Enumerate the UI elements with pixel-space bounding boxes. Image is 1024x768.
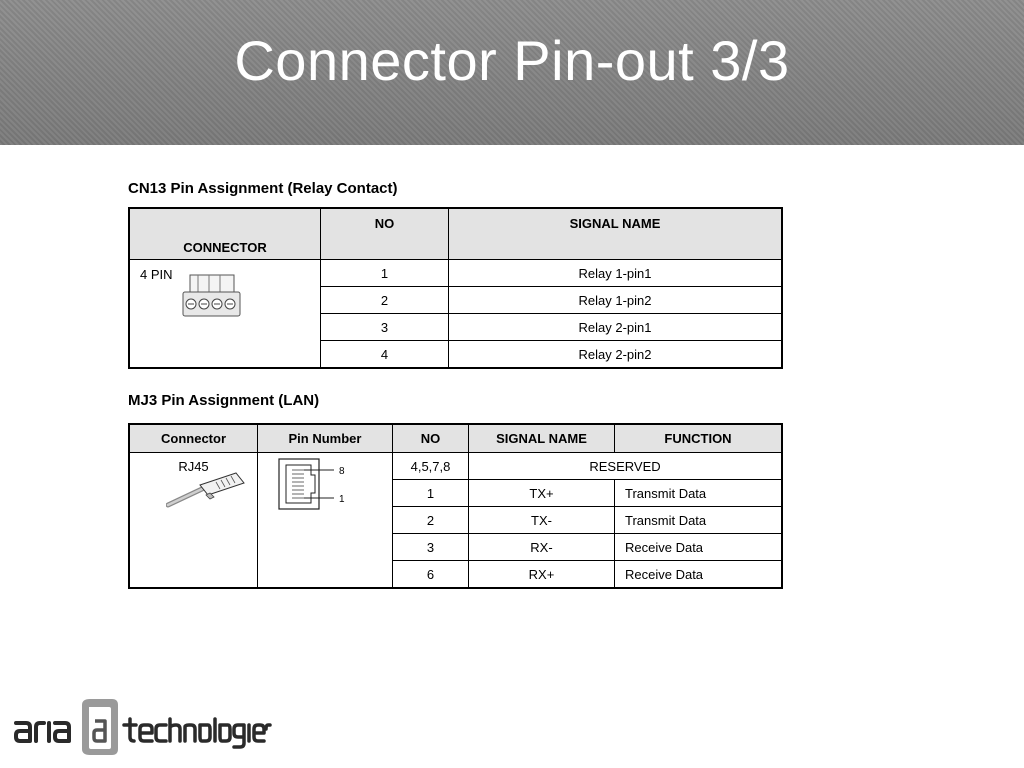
pin-8-label: 8	[339, 466, 345, 477]
connector-cell	[129, 453, 258, 589]
connector-cell	[129, 260, 321, 369]
table-header-row	[129, 208, 782, 260]
cell-signal: RX+	[469, 561, 615, 589]
connector-label: 4 PIN	[140, 267, 173, 282]
header-connector: Connector	[129, 424, 258, 453]
table-header-row	[129, 424, 782, 453]
header-no: NO	[321, 208, 449, 260]
cell-reserved: RESERVED	[469, 453, 783, 480]
table-row	[129, 260, 782, 287]
cell-function: Transmit Data	[615, 480, 783, 507]
cn13-caption: CN13 Pin Assignment (Relay Contact)	[128, 180, 398, 197]
pin-number-cell	[258, 453, 393, 589]
header-signal-name: SIGNAL NAME	[469, 424, 615, 453]
header-pin-number: Pin Number	[258, 424, 393, 453]
cell-signal: Relay 2-pin2	[449, 341, 783, 369]
cell-no: 2	[393, 507, 469, 534]
cell-no: 3	[393, 534, 469, 561]
cell-signal: RX-	[469, 534, 615, 561]
mj3-caption: MJ3 Pin Assignment (LAN)	[128, 392, 320, 409]
connector-label: RJ45	[178, 459, 209, 474]
cell-no: 4	[321, 341, 449, 369]
cn13-table	[128, 207, 783, 369]
mj3-table	[128, 423, 783, 589]
cell-function: Receive Data	[615, 561, 783, 589]
table-row	[129, 453, 782, 480]
terminal-block-icon	[182, 273, 242, 319]
header-no: NO	[393, 424, 469, 453]
header-signal-name: SIGNAL NAME	[449, 208, 783, 260]
cell-no: 4,5,7,8	[393, 453, 469, 480]
cell-signal: Relay 1-pin1	[449, 260, 783, 287]
cell-no: 3	[321, 314, 449, 341]
pin-1-label: 1	[339, 494, 345, 505]
cell-function: Transmit Data	[615, 507, 783, 534]
page-title: Connector Pin-out 3/3	[234, 29, 790, 92]
cell-function: Receive Data	[615, 534, 783, 561]
cell-no: 1	[393, 480, 469, 507]
cell-signal: Relay 1-pin2	[449, 287, 783, 314]
cell-signal: Relay 2-pin1	[449, 314, 783, 341]
cell-no: 6	[393, 561, 469, 589]
cell-signal: TX-	[469, 507, 615, 534]
header-connector: CONNECTOR	[129, 208, 321, 260]
cell-no: 1	[321, 260, 449, 287]
cell-signal: TX+	[469, 480, 615, 507]
aria-technologies-logo	[12, 693, 272, 763]
cell-no: 2	[321, 287, 449, 314]
title-banner	[0, 0, 1024, 145]
rj45-jack-diagram-icon	[278, 458, 358, 510]
header-function: FUNCTION	[615, 424, 783, 453]
rj45-plug-icon	[166, 471, 246, 509]
